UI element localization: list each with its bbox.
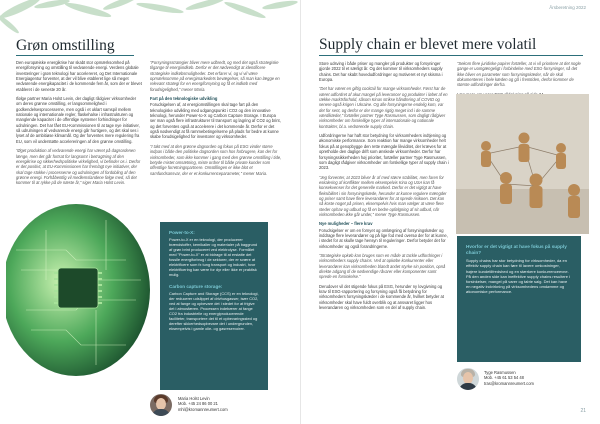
info-box [160, 222, 268, 390]
contact-info [178, 396, 228, 412]
title-rule [16, 55, 134, 56]
info-box-title: Power-to-X: [169, 230, 195, 235]
info-box [457, 236, 581, 362]
right-column-1 [319, 61, 449, 314]
quote-paragraph: ”Det har været en giftig cocktail for mange virksomheder. Først har de været udfordret af akut mangel på leverancer og produkter i løbet af en række marktsforhold, såsom Kinas strikse håndtering af COVID og senere også krigen i Ukraine. Og alle forsyningerne endelig kom, var det for sent, og derfor er der mange rigtig meget ind i de samme værdikæder,” fortæller partner Tyge Rasmussen, som dagligt rådgiver virksomheder om forskellige typer af internationale og nationale kontrakter, bl.a. vedrørende supply chain. [319, 86, 448, 129]
paragraph: Udfordringerne har haft stor betydning for virksomheders indtjening og økonomiske performance. Som reaktion har mange virksomheder helt fokus på at genopbygge den rette mængde likviditet, der kræves for at opretholde den daglige drift som ønskede virksomheder. Derfor har forsyningssikkerheden høj prioritet, fortæller partner Tyge Rasmussen, som dagligt rådgiver virksomheder om forskellige typer af supply chain i 2023. [319, 133, 449, 171]
quote-paragraph: ”Jeg forventer, at 2023 bliver år af med større stabilitet, men faren for eskalering af konflikter mellem eksempelvis Kina og USA kan få konsekvenser for det generelle marked. Derfor er det vigtigt at have fleksibilitet i sin forsyningskæde, herunder at kunne regulere mængder og priser samt have flere leverandører for at sprede risikoen. Det kan så koste noget på prisen, eksempelvis hvis man vælger at være flere steder ophav og udbud og få en bedre opfølgning af sit udbud, når virksomheden ikke går under,” mener Tyge Rasmussen. [319, 174, 447, 217]
page-title: Grøn omstilling [16, 37, 115, 54]
circuit-board-image [6, 190, 156, 380]
left-column-2 [150, 60, 282, 180]
paragraph: Derudover vil det stigende fokus på ESG, herunder ny lovgivning og krav til ESG-rapportering og forsyning også få betydning for virksomheders forsyningskæder i de kommende år, hvilket betyder at virksomheder skal have fuldt overblik og at ansvaret ligger hos leverandøren og virksomheden som en del af supply chain. [319, 283, 444, 311]
contact-name: Maria Holst Levin [178, 396, 210, 401]
wooden-figures-image [456, 94, 589, 234]
info-box-text: Power-to-X er en teknologi, der producerer brændstoffer, kemikalier og materialer på baggrund af grøn brint produceret ved elektrolyse. Formålet med ”Power-to-X” er at bidrage til at erstatte det fossile energiforbrug i de sektorer, der er svære at elektrificere som fx tung transport og industri, hvor elektrificering kan være for dyr eller ikke er praktisk mulig. [169, 237, 258, 277]
header-label: Årsberetning 2022 [549, 5, 586, 10]
avatar [150, 394, 172, 416]
title-rule [319, 55, 583, 56]
contact-info [484, 370, 534, 386]
quote-paragraph: ”Øget produktion af vedvarende energi har været på dagsordenen længe, men det går fortsat for langsomt i betragtning af den energikrise og sikkerhedspolitiske virkelighed, vi befinder os i. Derfor er det positivt, at EU-Kommissionen har fremlagt nye initiativer, der skal tage stokke i processerne og udrulningen af fordobling af den grønne energi. Forhåbentlig vil medlemslandene følge med, så det kommer til at rykke på de næste år,” siger Maria Holst Levin. [16, 148, 141, 186]
paragraph: Forudsigelser er om en fornyet og omlægning af forsyningskæder og inddrage flere leverandører og på lige fod med oversø der for at kunne, i stedet for at skulle tage hensyn til reguleringer. Derfor betyder det for virksomheder og også forandringerne. [319, 227, 448, 249]
paragraph: Den europæiske energikrise har skabt stor opmærksomhed på energiforsyning og omstilling til vedvarende energi. Verdens globale investeringer i grøn teknologi har accelereret, og Det Internationale Energiagentur forventer, at der vil blive etableret lige så meget vedvarende energikapacitet i de kommende fem år, som der er blevet etableret i de seneste 20 år. [16, 60, 142, 92]
right-page [300, 0, 600, 424]
info-box-text: Supply chains har stor betydning for virksomheder, da en effektiv supply chain kan føre til lavere omkostninger, højere kundetilfredshed og en stærkere konkurrenceevne. På den anden side kan ineffektive supply chains resultere i forsinkelser, mangel på varer og tabte salg. Det kan have en negativ indvirkning på virksomhedens omdømme og økonomiske performance. [466, 258, 570, 295]
subheading: Nye muligheder – flere krav [319, 221, 373, 227]
page-number: 21 [580, 408, 586, 414]
quote-paragraph: ”Forsyningsstrategier bliver mere udbredt, og med det også strategiske tilgange til energiindkøb. Derfor er det nødvendigt at identificere strategiske indkøbsmuligheder. Det erfarer vi, og vi vil være opmærksomme på energimarkedets bevægelser, så man kan lægge en relevant strategi for en energiforsyning og få et indkøb med forudsigelighed,” mener Maria. [150, 60, 280, 92]
quote-paragraph: ”I takt med at den grønne dagsorden og fokus på ESG vinder større indpas i både den politiske dagsorden som hos forbrugere, kan der for virksomheder, som ikke kommer i gang med den grønne omstilling i tide, betyde mistet omsætning, miste ordrer til både private kunder som offentlige forretningspartnere. Omstillingen er ikke blot et samfundsansvar, der er et konkurrenceparameter,” mener Maria. [150, 143, 282, 176]
quote-paragraph: ”Strategiske opkøb kan bruges som en måde at tackle udfordringer i virksomheders supply chains. Ved at opkøbe konkurrenter eller leverandører kan virksomheden blandt andet styrke sin position, opnå direkte adgang til de nødvendige råvarer eller komponenter samt sprede en forsinkelse.” [319, 253, 446, 280]
quote-paragraph: ”Sekom flere juridiske papirer fortæller, at vi vil prioritere at det nogle gange er uomgængeligt i forbindelse med ESG-forsyninger, så det ikke bliver en parameter som forsyningskæder, når de skal dokumenteres i hele kæden og gå i fremtiden, derfor kommer de største udfordringer derfra. [457, 61, 581, 88]
info-box-text: Carbon Capture and Storage (CCS) er en teknologi, der reducerer udslippet af drivhusgasser, især CO2, ved at fange og opbevare det i stedet for at frigive det i atmosfæren. Processen indebærer at fange CO2 fra industrielle og energiproducerende faciliteter, transportere det til et opbevaringssted og derefter sikkerhedsopbevare det i undergrunden, eksempelvis i gamle olie- og gasreservoirer. [169, 291, 259, 331]
contact-name: Tyge Rasmussen [484, 370, 516, 375]
paragraph: Store udsving i både priser og mangler på produkter og forsyninger gjorde 2022 til et særligt år. Og det kommer til virksomheders supply chains. Det har skabt hovedudfordringer og motiveret et nyt skisma i Europa. [319, 61, 443, 83]
paragraph: Ifølge partner Maria Holst Levin, der dagligt rådgiver virksomheder om deres grønne omstilling, er langsommelighed i godkendelsesprocesserne, men også i et uklart samspil mellem nationale og internationale regler, flaskehalse i infrastrukturen og manglende kapacitet i de offentlige systemer forhindringer for udrulningen. Det har fået EU-Kommissionen til at tage nye initiativer, så udrulningen af vedvarende energi går hurtigere, og det skal ses i lyset af de ambitiøse klimamål. Og der forventes mere regulering fra EU, som vil understøtte accelereringen af den grønne omstilling. [16, 96, 140, 144]
contact-email[interactable]: mhl@kromannreumert.com [178, 406, 228, 412]
info-box-title: Carbon capture storage: [169, 284, 223, 289]
info-box-title: Hvorfor er det vigtigt at have fokus på supply chain? [466, 244, 567, 255]
contact-email[interactable]: tras@kromannreumert.com [484, 380, 534, 386]
avatar [457, 368, 479, 390]
contact-phone: Mob. +45 24 86 00 21 [178, 401, 218, 407]
page-title: Supply chain er blevet mere volatil [319, 36, 537, 53]
paragraph: Forudsigelsen af, at energiomstillingen skal tage fart på den teknologiske udvikling med udgangspunkt i CO2 og den innovative teknologi, herunder Power-to-X og Carbon Capture Storage. I Europa ser man også flere infrastrukturer til transport og lagring af CO2 og brint, og det forventes også at accelerere i det kommende år. Derfor er det også nødvendigt at få rammebetingelserne på plads for bedre at kunne skabe forudsigelighed for investorer og virksomheder. [150, 102, 281, 140]
contact-phone: Mob. +45 61 53 54 48 [484, 375, 524, 381]
subheading: Fart på den teknologiske udvikling [150, 96, 218, 102]
